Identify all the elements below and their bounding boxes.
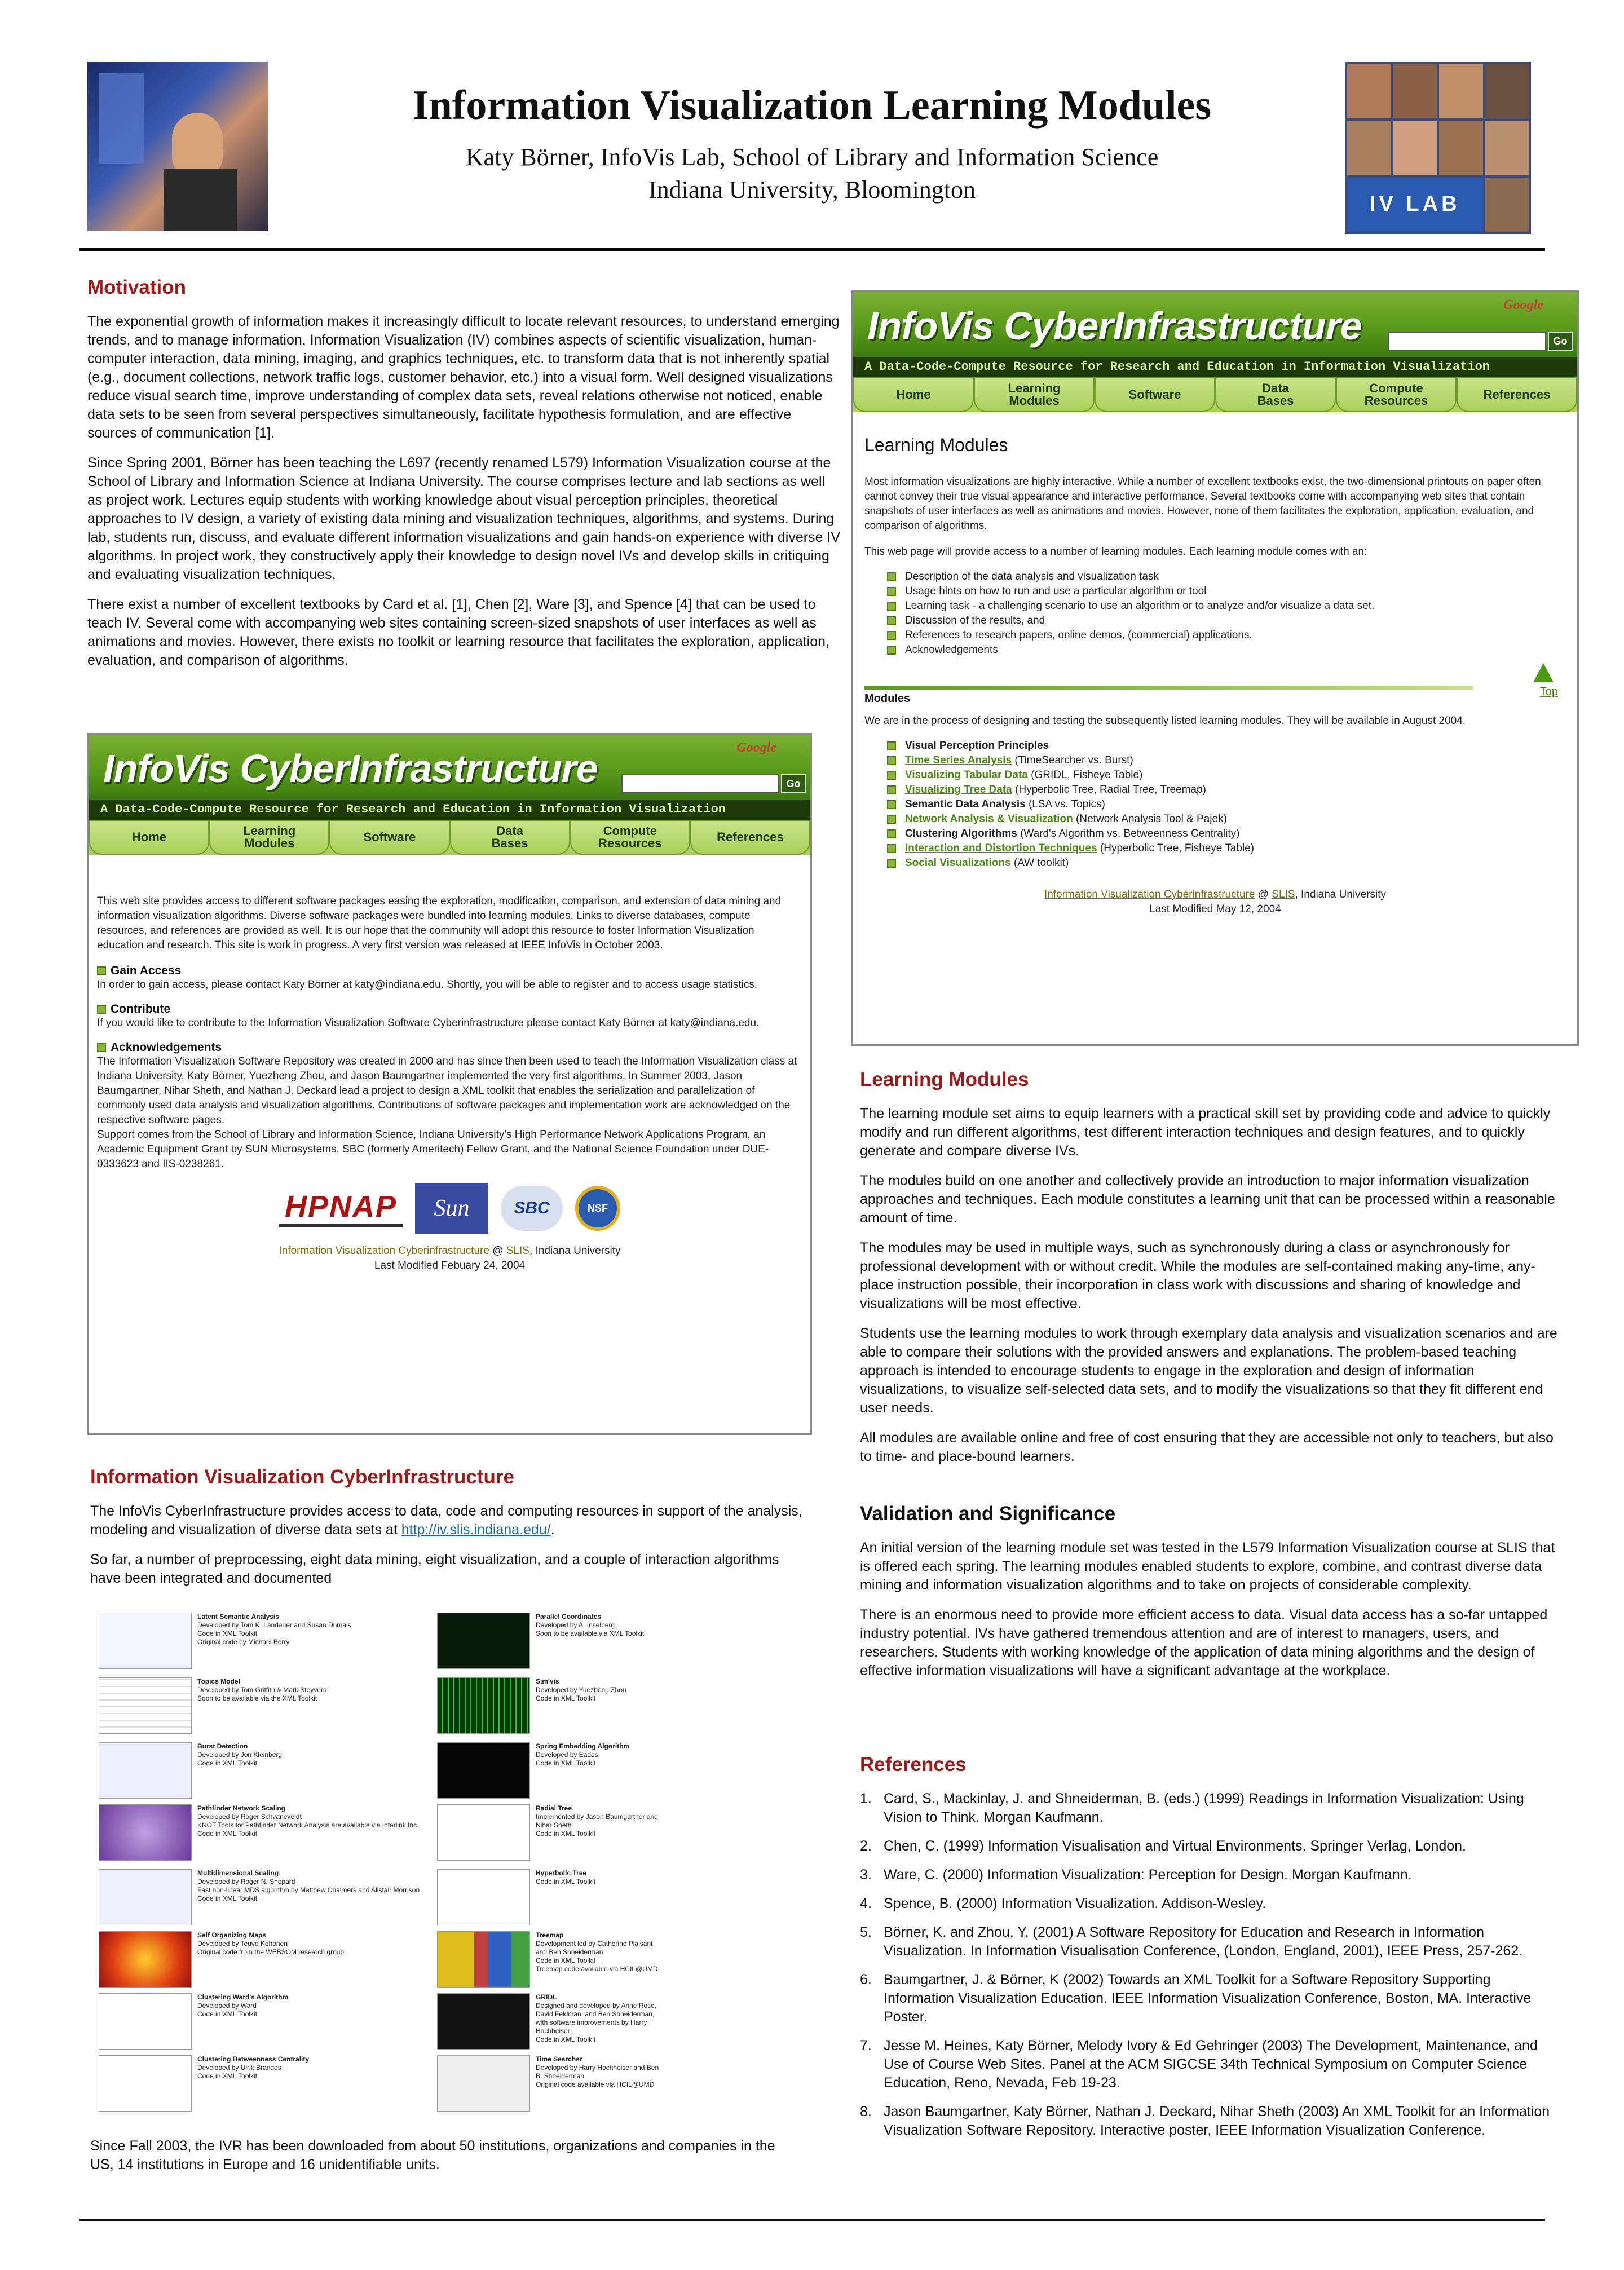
nav-data-bases[interactable]: Data Bases — [1215, 377, 1336, 412]
lm-page-footer: Information Visualization Cyberinfrastructure @ SLIS, Indiana University — [1044, 889, 1387, 900]
list-item[interactable]: Interaction and Distortion Techniques (Hyperbolic Tree, Fisheye Table) — [887, 841, 1566, 856]
motivation-p2: Since Spring 2001, Börner has been teaching the L697 (recently renamed L579) Information Visualization course at the School of Library and Information Science at Indiana University. The course comprises lecture and lab sections as well as project work. Lectures equip students with working knowledge about visual perception principles, theoretical approaches to IV design, a variety of existing data mining and visualization techniques, algorithms, and systems. During lab, students run, discuss, and evaluate different information visualizations and gain hands-on experience with diverse IV algorithms. In project work, they constructively apply their knowledge to design novel IVs and develop skills in critiquing and evaluating visualization techniques. — [87, 455, 841, 582]
validation-p2: There is an enormous need to provide more efficient access to data. Visual data access has a so-far untapped industry potential. IVs have gathered tremendous attention and are of interest to managers, users, and researchers. Students with working knowledge of the application of data mining algorithms and the design of effective information visualizations will have a significant advantage at the workplace. — [860, 1607, 1548, 1679]
poster-subtitle — [316, 141, 1308, 206]
ivc-section — [90, 1466, 812, 1599]
algo-caption: Parallel Coordinates Developed by A. Inselberg Soon to be available via XML Toolkit — [536, 1613, 645, 1637]
reference-item: 5. Börner, K. and Zhou, Y. (2001) A Software Repository for Education and Research in Information Visualization. In Information Visualisation Conference, (London, England, 2001), IEEE Press, 257-262. — [860, 1924, 1523, 1959]
modules-heading: Modules — [864, 692, 911, 705]
lm-page-intro: Most information visualizations are highly interactive. While a number of excellent textbooks exist, the two-dimensional printouts on paper often cannot convey their true visual appearance and interactive performance. Several textbooks come with accompanying web sites that contain snapshots of user interfaces as well as animations and movies. However, none of them facilitates the exploration, application, evaluation, and comparison of algorithms. — [864, 476, 1541, 532]
site-header — [89, 735, 810, 800]
bottom-divider — [79, 2219, 1545, 2221]
ivc-p1: The InfoVis CyberInfrastructure provides access to data, code and computing resources in support of the analysis, modeling and visualization of diverse data sets at http://iv.slis.indiana.edu/. — [90, 1503, 802, 1538]
radial-tree-thumbnail — [437, 1804, 530, 1861]
nav-software[interactable]: Software — [329, 820, 449, 855]
betweenness-thumbnail — [99, 2055, 192, 2112]
parallel-coords-thumbnail — [437, 1613, 530, 1669]
modules-divider — [864, 686, 1473, 690]
algo-caption: GRIDL Designed and developed by Anne Rose, David Feldman, and Ben Shneiderman, with software improvements by Harry Hochheiser Code in XML Toolkit — [536, 1993, 657, 2043]
sun-logo: Sun — [415, 1183, 488, 1234]
validation-p1: An initial version of the learning module set was tested in the L579 Information Visualization course at SLIS that is offered each spring. The learning modules enabled students to explore, combine, and contrast diverse data mining and information visualization algorithms and to take on projects of considerable complexity. — [860, 1540, 1555, 1593]
reference-item: 2. Chen, C. (1999) Information Visualisation and Virtual Environments. Springer Verlag, London. — [860, 1838, 1467, 1854]
sw-page-intro: This web site provides access to different software packages easing the exploration, modification, comparison, and extension of data mining and information visualization algorithms. Diverse software packages were bundled into learning modules. Links to diverse databases, compute resources, and references are provided as well. It is our hope that the community will adopt this resource to foster Information Visualization education and research. This site is work in progress. A very first version was released at IEEE InfoVis in October 2003. — [97, 895, 782, 951]
screenshot-learning-modules-page — [851, 290, 1579, 1046]
topics-thumbnail — [99, 1677, 192, 1734]
algo-caption: Radial Tree Implemented by Jason Baumgartner and Nihar Sheth Code in XML Toolkit — [536, 1804, 658, 1838]
spring-thumbnail — [437, 1742, 530, 1799]
nav-references[interactable]: References — [1457, 377, 1577, 412]
site-search-input[interactable] — [1388, 332, 1546, 351]
list-item[interactable]: Clustering Algorithms (Ward's Algorithm vs. Betweenness Centrality) — [887, 827, 1566, 841]
lm-page-heading: Learning Modules — [864, 435, 1008, 455]
author-line: Katy Börner, InfoVis Lab, School of Library and Information Science — [465, 143, 1159, 171]
validation-section — [860, 1503, 1559, 1692]
list-item: Discussion of the results, and — [887, 613, 1566, 628]
sw-page-modified: Last Modified Febuary 24, 2004 — [374, 1260, 526, 1271]
gridl-thumbnail — [437, 1993, 530, 2050]
algo-caption: Treemap Development led by Catherine Plaisant and Ben Shneiderman Code in XML Toolkit Treemap code available via HCIL@UMD — [536, 1931, 658, 1973]
top-divider — [79, 248, 1545, 251]
burst-thumbnail — [99, 1742, 192, 1799]
list-item: Learning task - a challenging scenario to use an algorithm or to analyze and/or visualize a data set. — [887, 599, 1566, 613]
lsa-thumbnail — [99, 1613, 192, 1669]
site-tagline: A Data-Code-Compute Resource for Research and Education in Information Visualization — [89, 800, 810, 820]
iv-lab-badge: IV LAB — [1347, 178, 1483, 232]
up-arrow-icon[interactable] — [1533, 663, 1554, 682]
ivc-p2: So far, a number of preprocessing, eight data mining, eight visualization, and a couple of interaction algorithms have been integrated and documented — [90, 1552, 779, 1586]
screenshot-software-page — [87, 733, 812, 1435]
nav-data-bases[interactable]: Data Bases — [450, 820, 570, 855]
ivc-heading: Information Visualization CyberInfrastructure — [90, 1466, 514, 1488]
som-thumbnail — [99, 1931, 192, 1988]
list-item[interactable]: Social Visualizations (AW toolkit) — [887, 856, 1566, 871]
list-item: Usage hints on how to run and use a particular algorithm or tool — [887, 584, 1566, 599]
mds-thumbnail — [99, 1869, 192, 1925]
ivc-downloads — [90, 2137, 789, 2185]
algo-caption: Clustering Betweenness Centrality Developed by Ulrik Brandes Code in XML Toolkit — [197, 2055, 310, 2080]
header-photo-left — [87, 62, 268, 231]
ivc-url-link[interactable]: http://iv.slis.indiana.edu/ — [401, 1522, 551, 1538]
algo-caption: Clustering Ward's Algorithm Developed by Ward Code in XML Toolkit — [197, 1993, 289, 2018]
acknowledgements-heading: Acknowledgements — [97, 1041, 802, 1054]
reference-item: 4. Spence, B. (2000) Information Visualization. Addison-Wesley. — [860, 1896, 1266, 1911]
algo-caption: Self Organizing Maps Developed by Teuvo Kohonen Original code from the WEBSOM research group — [197, 1931, 345, 1956]
list-item[interactable]: Visualizing Tabular Data (GRIDL, Fisheye Table) — [887, 768, 1566, 783]
lab-photo-grid — [1345, 62, 1531, 234]
learning-modules-p4: Students use the learning modules to work through exemplary data analysis and visualization scenarios and are able to compare their solutions with the provided answers and explanations. The problem-based teaching approach is intended to encourage students to engage in the exploration and design of information visualizations, to visualize self-selected data sets, and to modify the visualizations so that they fit different end user needs. — [860, 1326, 1557, 1416]
nav-learning-modules[interactable]: Learning Modules — [209, 820, 329, 855]
algo-caption: Time Searcher Developed by Harry Hochheiser and Ben B. Shneiderman Original code available via HCIL@UMD — [536, 2055, 659, 2088]
reference-item: 7. Jesse M. Heines, Katy Börner, Melody Ivory & Ed Gehringer (2003) The Development, Maintenance, and Use of Course Web Sites. Panel at the ACM SIGCSE 34th Technical Symposium on Computer Science Education, Reno, Nevada, Feb 19-23. — [860, 2038, 1538, 2091]
simvis-thumbnail — [437, 1677, 530, 1734]
references-heading: References — [860, 1754, 967, 1776]
affiliation: Indiana University, Bloomington — [648, 176, 976, 204]
list-item[interactable]: Visualizing Tree Data (Hyperbolic Tree, Radial Tree, Treemap) — [887, 783, 1566, 797]
list-item[interactable]: Network Analysis & Visualization (Network Analysis Tool & Pajek) — [887, 812, 1566, 827]
hyperbolic-tree-thumbnail — [437, 1869, 530, 1925]
reference-item: 3. Ware, C. (2000) Information Visualization: Perception for Design. Morgan Kaufmann. — [860, 1867, 1412, 1883]
timesearcher-thumbnail — [437, 2055, 530, 2112]
ivc-p3: Since Fall 2003, the IVR has been downloaded from about 50 institutions, organizations and companies in the US, 14 institutions in Europe and 16 unidentifiable units. — [90, 2138, 775, 2172]
motivation-heading: Motivation — [87, 276, 186, 298]
nav-compute-resources[interactable]: Compute Resources — [1336, 377, 1457, 412]
learning-modules-p3: The modules may be used in multiple ways, such as synchronously during a class or asynchronously for professional development with or without credit. While the modules are self-contained making any-time, any-place instruction possible, their incorporation in class work with discussions and sharing of knowledge and visualizations will be most effective. — [860, 1240, 1535, 1311]
lm-page-modified: Last Modified May 12, 2004 — [1149, 903, 1281, 915]
site-nav — [853, 377, 1577, 412]
site-nav — [89, 820, 810, 855]
learning-modules-p5: All modules are available online and free of cost ensuring that they are accessible not only to teachers, but also to time- and place-bound learners. — [860, 1430, 1554, 1464]
sbc-logo: SBC — [501, 1186, 563, 1231]
nav-software[interactable]: Software — [1095, 377, 1215, 412]
sw-page-footer: Information Visualization Cyberinfrastructure @ SLIS, Indiana University — [279, 1245, 621, 1257]
list-item[interactable]: Time Series Analysis (TimeSearcher vs. Burst) — [887, 753, 1566, 768]
algo-caption: Multidimensional Scaling Developed by Roger N. Shepard Fast non-linear MDS algorithm by Matthew Chalmers and Alistair Morrison Code in XML Toolkit — [197, 1869, 420, 1902]
acknowledgements-text: The Information Visualization Software Repository was created in 2000 and has since then been used to teach the Information Visualization class at Indiana University. Katy Börner, Yuezheng Zhou, and Jason Baumgartner implemented the very first algorithms. In Summer 2003, Jason Baumgartner, Nihar Sheth, and Nathan J. Deckard lead a project to design a XML toolkit that enables the serialization and parallelization of commonly used data analysis and visualization algorithms. Contributions of software packages and implementation work are acknowledged on the respective software pages. — [97, 1055, 797, 1126]
nav-references[interactable]: References — [690, 820, 810, 855]
gain-access-text: In order to gain access, please contact Katy Börner at katy@indiana.edu. Shortly, you will be able to register and to access usage statistics. — [97, 979, 758, 991]
site-title: InfoVis CyberInfrastructure — [103, 747, 598, 790]
list-item: Acknowledgements — [887, 643, 1566, 657]
algo-caption: Latent Semantic Analysis Developed by Tom K. Landauer and Susan Dumais Code in XML Toolkit Original code by Michael Berry — [197, 1613, 351, 1646]
reference-item: 6. Baumgartner, J. & Börner, K (2002) Towards an XML Toolkit for a Software Repository Supporting Information Visualization Education. IEEE Information Visualization Conference, Boston, MA. Interactive Poster. — [860, 1972, 1532, 2025]
nav-home[interactable]: Home — [89, 820, 209, 855]
poster-title: Information Visualization Learning Modules — [412, 82, 1212, 129]
learning-modules-heading: Learning Modules — [860, 1068, 1029, 1090]
algo-caption: Topics Model Developed by Tom Griffith & Mark Steyvers Soon to be available via the XML Toolkit — [197, 1677, 326, 1702]
reference-item: 1. Card, S., Mackinlay, J. and Shneiderman, B. (eds.) (1999) Readings in Information Visualization: Using Vision to Think. Morgan Kaufmann. — [860, 1791, 1524, 1825]
modules-intro: We are in the process of designing and testing the subsequently listed learning modules. They will be available in August 2004. — [864, 715, 1466, 727]
nsf-logo: NSF — [575, 1186, 620, 1231]
nav-home[interactable]: Home — [853, 377, 974, 412]
acknowledgements-support: Support comes from the School of Library and Information Science, Indiana University's High Performance Network Applications Program, an Academic Equipment Grant by SUN Microsystems, SBC (formerly Ameritech) Fellow Grant, and the National Science Foundation under DUE-0333623 and IIS-0238261. — [97, 1129, 769, 1170]
ward-thumbnail — [99, 1993, 192, 2050]
contribute-heading: Contribute — [97, 1002, 802, 1016]
nav-learning-modules[interactable]: Learning Modules — [974, 377, 1095, 412]
motivation-p3: There exist a number of excellent textbooks by Card et al. [1], Chen [2], Ware [3], and Spence [4] that can be used to teach IV. Several come with accompanying web sites containing screen-sized snapshots of user interfaces as well as animations and movies. However, there exists no toolkit or learning resource that facilitates the exploration, application, evaluation, and comparison of algorithms. — [87, 597, 829, 668]
references-section — [860, 1754, 1559, 2150]
algorithm-gallery — [99, 1601, 663, 2109]
learning-modules-p2: The modules build on one another and collectively provide an introduction to major information visualization approaches and techniques. Each module constitutes a learning unit that can be processed within a reasonable amount of time. — [860, 1173, 1555, 1226]
list-item: Description of the data analysis and visualization task — [887, 569, 1566, 584]
nav-compute-resources[interactable]: Compute Resources — [570, 820, 690, 855]
modules-list — [864, 739, 1566, 871]
algo-caption: Burst Detection Developed by Jon Kleinberg Code in XML Toolkit — [197, 1742, 283, 1767]
motivation-p1: The exponential growth of information makes it increasingly difficult to locate relevant resources, to understand emerging trends, and to manage information. Information Visualization (IV) combines aspects of scientific visualization, human-computer interaction, data mining, imaging, and graphics techniques, etc. to transform data that is not inherently spatial (e.g., document collections, network traffic logs, customer behavior, etc.) into a visual form. Well designed visualizations reduce visual search time, improve understanding of complex data sets, reveal relations otherwise not noticed, enable data sets to be seen from several perspectives simultaneously, facilitate hypothesis formulation, and are effective sources of communication [1]. — [87, 313, 840, 441]
treemap-thumbnail — [437, 1931, 530, 1988]
algo-caption: Hyperbolic Tree Code in XML Toolkit — [536, 1869, 596, 1885]
algo-caption: Sim'vis Developed by Yuezheng Zhou Code in XML Toolkit — [536, 1677, 626, 1702]
list-item[interactable]: Semantic Data Analysis (LSA vs. Topics) — [887, 797, 1566, 812]
list-item[interactable]: Visual Perception Principles — [887, 739, 1566, 753]
site-title: InfoVis CyberInfrastructure — [867, 304, 1362, 348]
motivation-section — [87, 276, 843, 681]
learning-modules-section — [860, 1068, 1559, 1477]
site-search-input[interactable] — [621, 774, 779, 793]
references-list — [860, 1790, 1559, 2140]
sponsor-logos — [97, 1183, 802, 1234]
validation-heading: Validation and Significance — [860, 1503, 1116, 1525]
google-logo: Google — [736, 740, 776, 755]
google-logo: Google — [1503, 298, 1543, 312]
pathfinder-thumbnail — [99, 1804, 192, 1861]
lm-bullet-list — [864, 569, 1566, 657]
reference-item: 8. Jason Baumgartner, Katy Börner, Nathan J. Deckard, Nihar Sheth (2003) An XML Toolkit for an Information Visualization Software Repository. Interactive poster, IEEE Information Visualization Conference. — [860, 2104, 1550, 2138]
list-item: References to research papers, online demos, (commercial) applications. — [887, 628, 1566, 643]
lm-page-intro2: This web page will provide access to a number of learning modules. Each learning module comes with an: — [864, 546, 1367, 558]
algo-caption: Spring Embedding Algorithm Developed by Eades Code in XML Toolkit — [536, 1742, 630, 1767]
site-tagline: A Data-Code-Compute Resource for Research and Education in Information Visualization — [853, 357, 1577, 377]
gain-access-heading: Gain Access — [97, 964, 802, 978]
site-search-go-button[interactable]: Go — [781, 774, 806, 793]
algo-caption: Pathfinder Network Scaling Developed by Roger Schvaneveldt KNOT Tools for Pathfinder Network Analysis are available via Interlink Inc. Code in XML Toolkit — [197, 1804, 419, 1838]
site-search-go-button[interactable]: Go — [1548, 332, 1573, 351]
learning-modules-p1: The learning module set aims to equip learners with a practical skill set by providing code and advice to quickly modify and run different algorithms, test different interaction techniques and design features, and to quickly generate and compare diverse IVs. — [860, 1106, 1551, 1159]
site-header — [853, 292, 1577, 357]
hpnap-logo: HPNAP — [279, 1189, 403, 1227]
contribute-text: If you would like to contribute to the Information Visualization Software Cyberinfrastructure please contact Katy Börner at katy@indiana.edu. — [97, 1017, 760, 1029]
top-link[interactable]: Top — [1539, 686, 1558, 698]
